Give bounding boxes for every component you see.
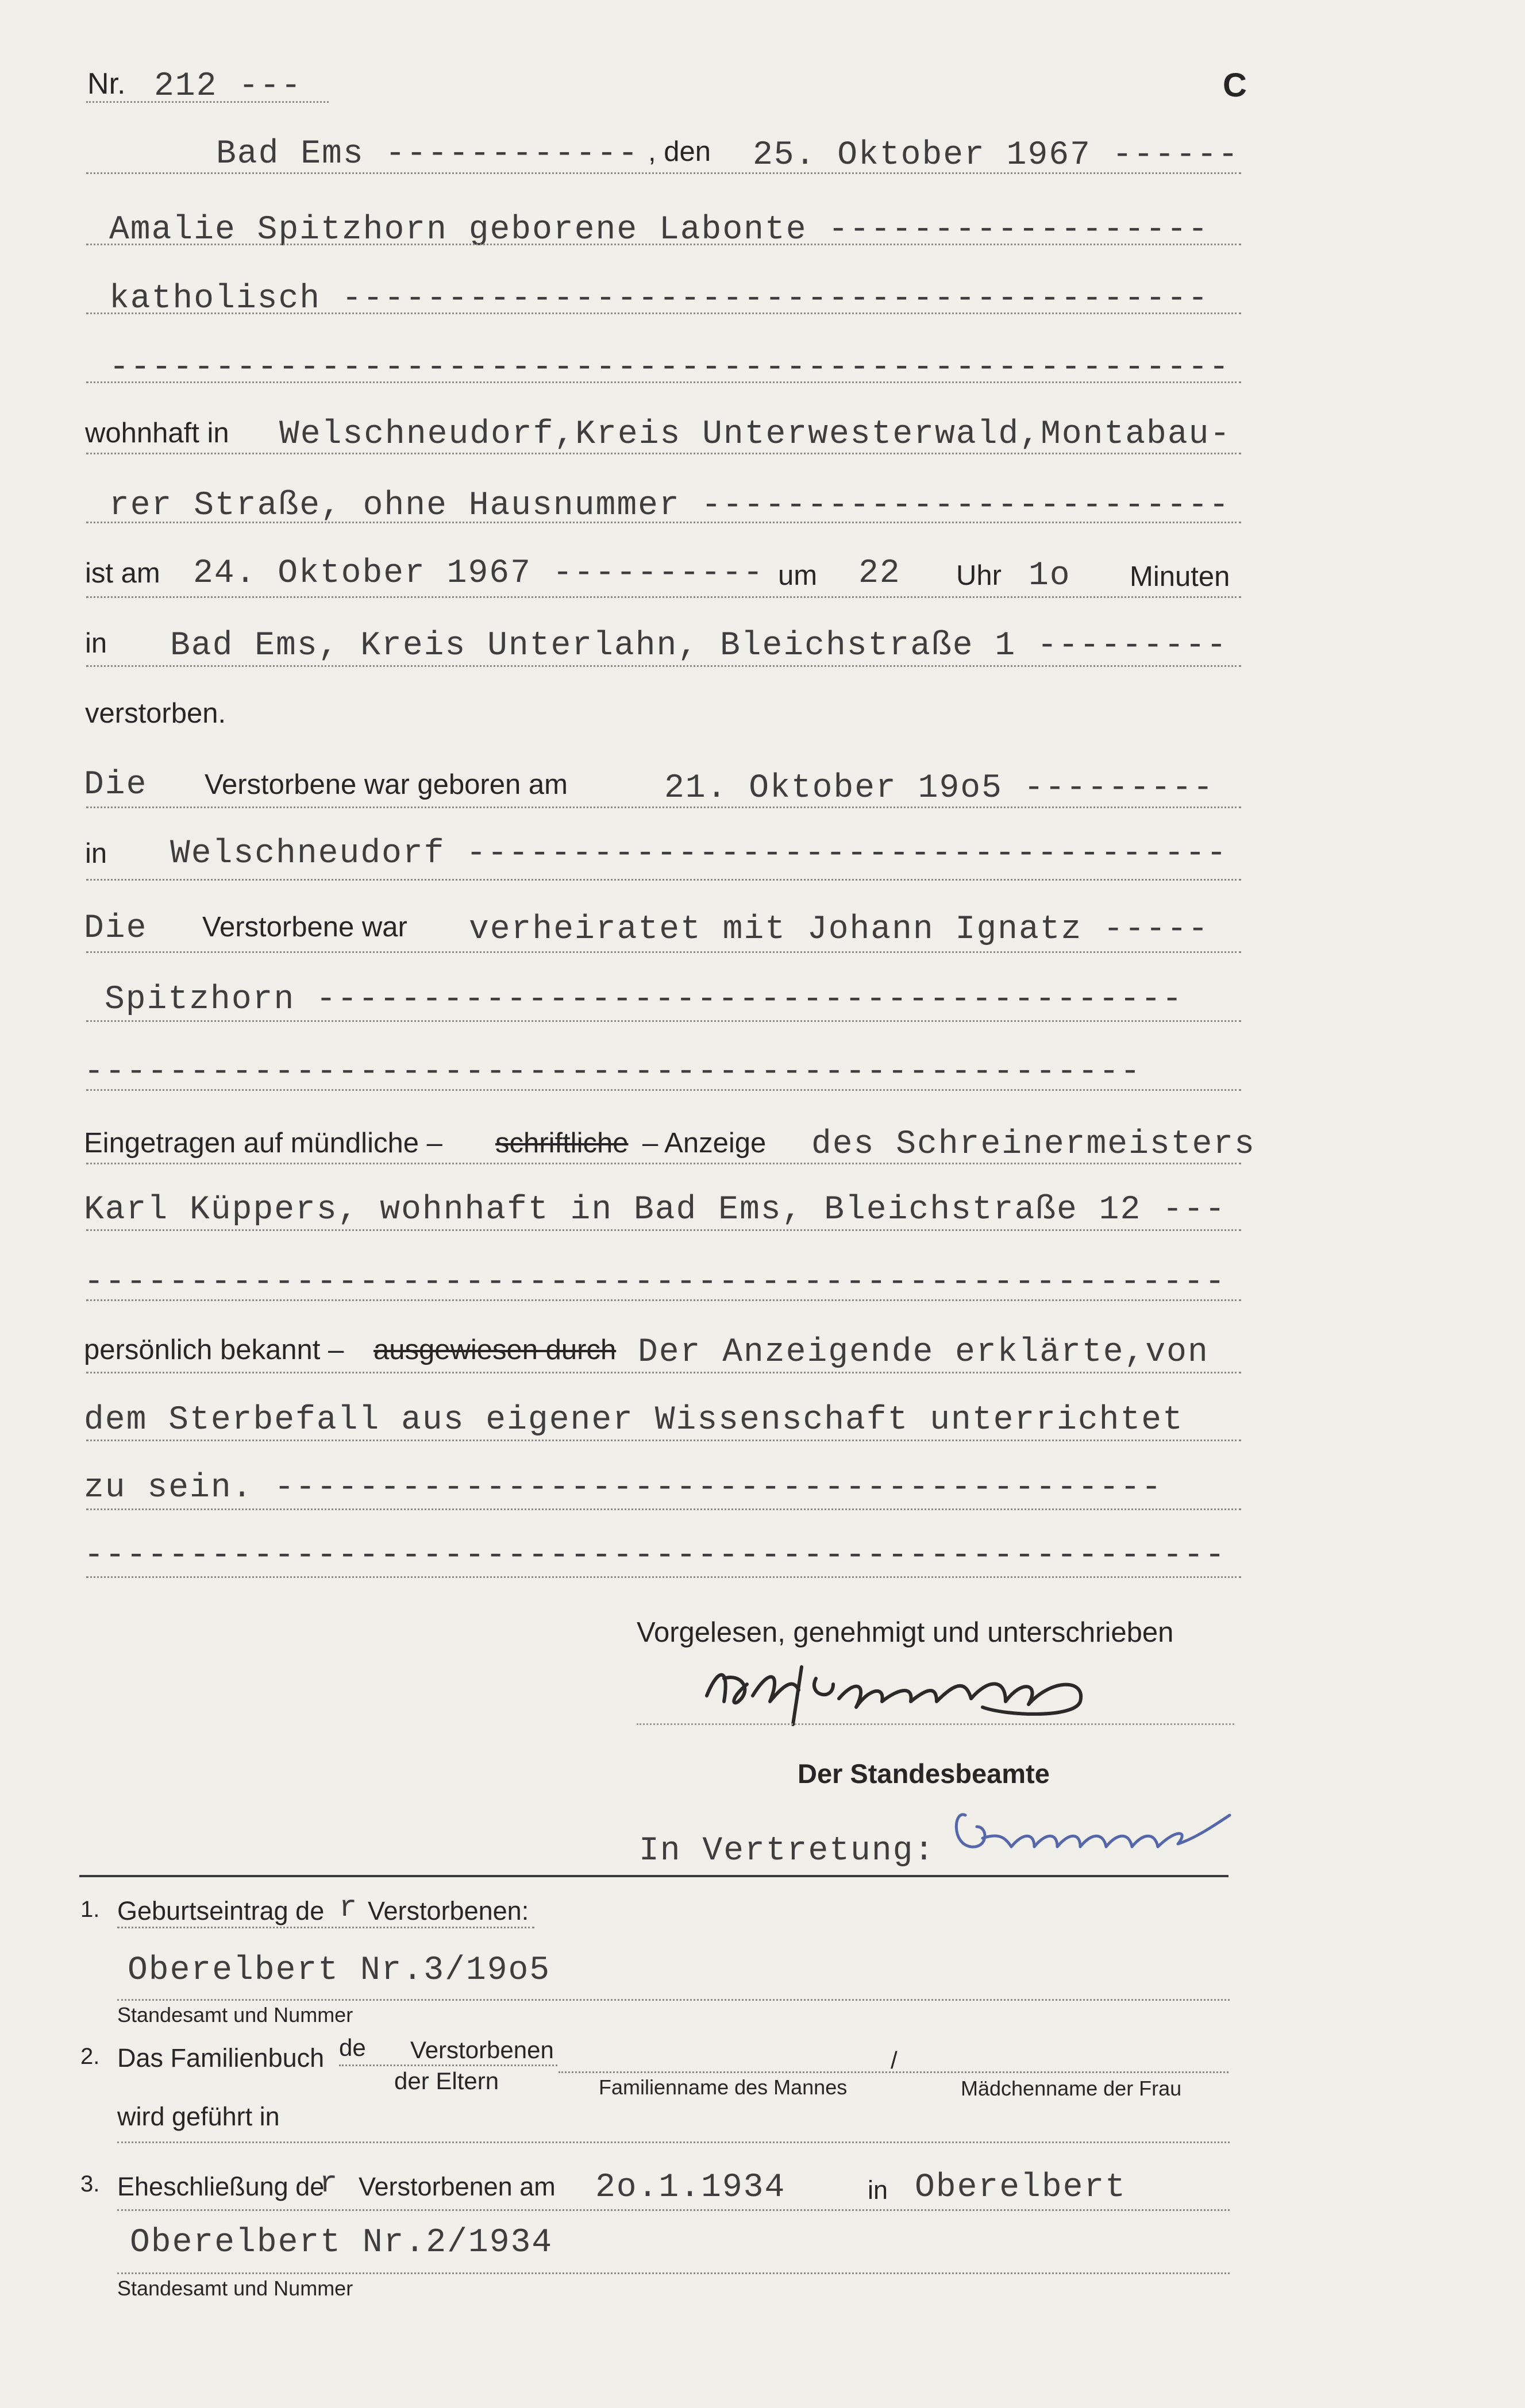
footnote-3-label-b: Verstorbenen am bbox=[359, 2172, 556, 2201]
line-informant-1 bbox=[86, 1163, 1241, 1164]
line-declaration-3 bbox=[86, 1508, 1241, 1510]
footnote-1-label-b: Verstorbenen: bbox=[368, 1896, 529, 1925]
line-declaration-2 bbox=[86, 1440, 1241, 1441]
line-informant-signature bbox=[637, 1723, 1234, 1725]
den-label: , den bbox=[648, 136, 711, 167]
die-label-2: Die bbox=[84, 910, 148, 947]
footnote-2-wird: wird geführt in bbox=[117, 2102, 280, 2131]
anzeige-label: – Anzeige bbox=[642, 1128, 767, 1159]
footnote-1-typed: r bbox=[339, 1891, 359, 1925]
uhr-label: Uhr bbox=[956, 560, 1002, 591]
footnote-3-label: Eheschließung de bbox=[117, 2172, 325, 2201]
line-address-1 bbox=[86, 453, 1241, 454]
footnote-2-eltern: der Eltern bbox=[394, 2067, 499, 2094]
minuten-label: Minuten bbox=[1130, 561, 1230, 592]
schriftliche-struck: schriftliche bbox=[495, 1128, 629, 1159]
address-line-2: rer Straße, ohne Hausnummer ------------------------- bbox=[109, 487, 1230, 524]
line-religion bbox=[86, 312, 1241, 314]
line-footnote-1-label bbox=[117, 1927, 534, 1928]
religion-text: katholisch ----------------------------------------- bbox=[109, 280, 1209, 318]
line-dashes-2 bbox=[86, 1089, 1241, 1091]
footnote-3-in: in bbox=[868, 2175, 888, 2205]
dashes-line-4: ------------------------------------------------------ bbox=[84, 1537, 1226, 1575]
line-marital-2 bbox=[86, 1020, 1241, 1022]
line-birth-place bbox=[86, 879, 1241, 881]
nr-label: Nr. bbox=[87, 67, 126, 101]
dashes-line-2: -------------------------------------------------- bbox=[84, 1054, 1142, 1091]
marital-line-2: Spitzhorn ----------------------------------------- bbox=[105, 981, 1184, 1018]
in-label: in bbox=[85, 628, 107, 659]
marital-line-1: verheiratet mit Johann Ignatz ----- bbox=[469, 911, 1210, 948]
nr-line bbox=[86, 101, 329, 103]
declaration-line-1: Der Anzeigende erklärte,von bbox=[638, 1334, 1209, 1371]
line-place-date bbox=[86, 172, 1241, 174]
line-footnote-2-verstorbenen bbox=[339, 2064, 557, 2066]
geboren-label: Verstorbene war geboren am bbox=[205, 769, 568, 800]
line-death-place bbox=[86, 665, 1241, 667]
line-footnote-1-value bbox=[117, 1999, 1230, 2001]
eingetragen-label: Eingetragen auf mündliche – bbox=[84, 1128, 442, 1159]
dashes-line-3: ------------------------------------------------------ bbox=[84, 1264, 1226, 1301]
footnote-3-number: 3. bbox=[80, 2171, 100, 2197]
registrar-label: Der Standesbeamte bbox=[798, 1758, 1050, 1789]
ausgewiesen-struck: ausgewiesen durch bbox=[373, 1334, 617, 1365]
footnote-2-label: Das Familienbuch bbox=[117, 2043, 325, 2073]
registrar-signature-graphic bbox=[948, 1798, 1247, 1867]
informant-line-2: Karl Küppers, wohnhaft in Bad Ems, Bleichstraße 12 --- bbox=[84, 1191, 1226, 1229]
footnote-2-de: de bbox=[339, 2034, 366, 2061]
address-line-1: Welschneudorf,Kreis Unterwesterwald,Montabau- bbox=[279, 416, 1231, 453]
footnote-2-verstorbenen: Verstorbenen bbox=[410, 2036, 554, 2063]
footnote-1-caption: Standesamt und Nummer bbox=[117, 2003, 353, 2027]
bekannt-label: persönlich bekannt – bbox=[84, 1334, 344, 1365]
line-death-date bbox=[86, 596, 1241, 598]
birth-register-entry: Oberelbert Nr.3/19o5 bbox=[128, 1952, 551, 1989]
footnote-3-caption: Standesamt und Nummer bbox=[117, 2276, 353, 2300]
line-name bbox=[86, 244, 1241, 245]
line-footnote-2-names bbox=[559, 2071, 1229, 2073]
birth-date: 21. Oktober 19o5 --------- bbox=[664, 770, 1214, 807]
death-minute: 1o bbox=[1029, 557, 1071, 595]
death-place: Bad Ems, Kreis Unterlahn, Bleichstraße 1 --------- bbox=[170, 627, 1228, 665]
nr-value: 212 --- bbox=[154, 68, 302, 105]
line-footnote-3-date bbox=[117, 2209, 1230, 2211]
footnote-2-caption-frau: Mädchenname der Frau bbox=[961, 2077, 1182, 2100]
declaration-line-3: zu sein. ------------------------------------------ bbox=[84, 1469, 1163, 1507]
um-label: um bbox=[778, 560, 818, 591]
date-text: 25. Oktober 1967 ------ bbox=[753, 137, 1239, 174]
line-dashes-3 bbox=[86, 1299, 1241, 1301]
wohnhaft-label: wohnhaft in bbox=[85, 418, 229, 449]
footnote-1-number: 1. bbox=[80, 1897, 100, 1922]
marriage-date: 2o.1.1934 bbox=[595, 2169, 786, 2206]
declaration-line-2: dem Sterbefall aus eigener Wissenschaft unterrichtet bbox=[84, 1402, 1184, 1439]
ist-am-label: ist am bbox=[85, 558, 160, 589]
informant-signature-graphic bbox=[684, 1644, 1120, 1736]
marriage-register-entry: Oberelbert Nr.2/1934 bbox=[130, 2224, 553, 2262]
line-dashes-1 bbox=[86, 381, 1241, 383]
read-approved-label: Vorgelesen, genehmigt und unterschrieben bbox=[637, 1617, 1174, 1648]
footnote-2-caption-mann: Familienname des Mannes bbox=[599, 2075, 848, 2099]
line-declaration-1 bbox=[86, 1372, 1241, 1373]
war-label: Verstorbene war bbox=[202, 912, 407, 943]
line-marital-1 bbox=[86, 951, 1241, 953]
footnote-2-number: 2. bbox=[80, 2044, 100, 2069]
death-hour: 22 bbox=[858, 555, 901, 592]
line-address-2 bbox=[86, 522, 1241, 523]
line-informant-2 bbox=[86, 1229, 1241, 1231]
line-dashes-4 bbox=[86, 1576, 1241, 1578]
footnote-2-slash: / bbox=[891, 2047, 898, 2074]
deceased-name: Amalie Spitzhorn geborene Labonte ------------------ bbox=[109, 211, 1209, 249]
footnote-1-label: Geburtseintrag de bbox=[117, 1896, 325, 1925]
vertretung-label: In Vertretung: bbox=[639, 1832, 935, 1870]
separator-rule bbox=[79, 1875, 1229, 1877]
line-birth-date bbox=[86, 806, 1241, 808]
place-text: Bad Ems ------------ bbox=[216, 136, 640, 173]
line-footnote-2-value bbox=[117, 2141, 1230, 2143]
dashes-line-1: ----------------------------------------------------- bbox=[109, 349, 1230, 387]
death-date: 24. Oktober 1967 ---------- bbox=[193, 555, 764, 592]
marriage-place: Oberelbert bbox=[915, 2169, 1127, 2206]
informant-line-1: des Schreinermeisters bbox=[811, 1126, 1256, 1163]
line-footnote-3-value bbox=[117, 2272, 1230, 2274]
verstorben-label: verstorben. bbox=[85, 698, 226, 729]
footnote-3-typed: r bbox=[319, 2167, 339, 2201]
in-label-2: in bbox=[85, 838, 107, 869]
birth-place: Welschneudorf ------------------------------------ bbox=[170, 835, 1228, 873]
die-label-1: Die bbox=[84, 766, 148, 804]
corner-mark: C bbox=[1223, 67, 1247, 104]
